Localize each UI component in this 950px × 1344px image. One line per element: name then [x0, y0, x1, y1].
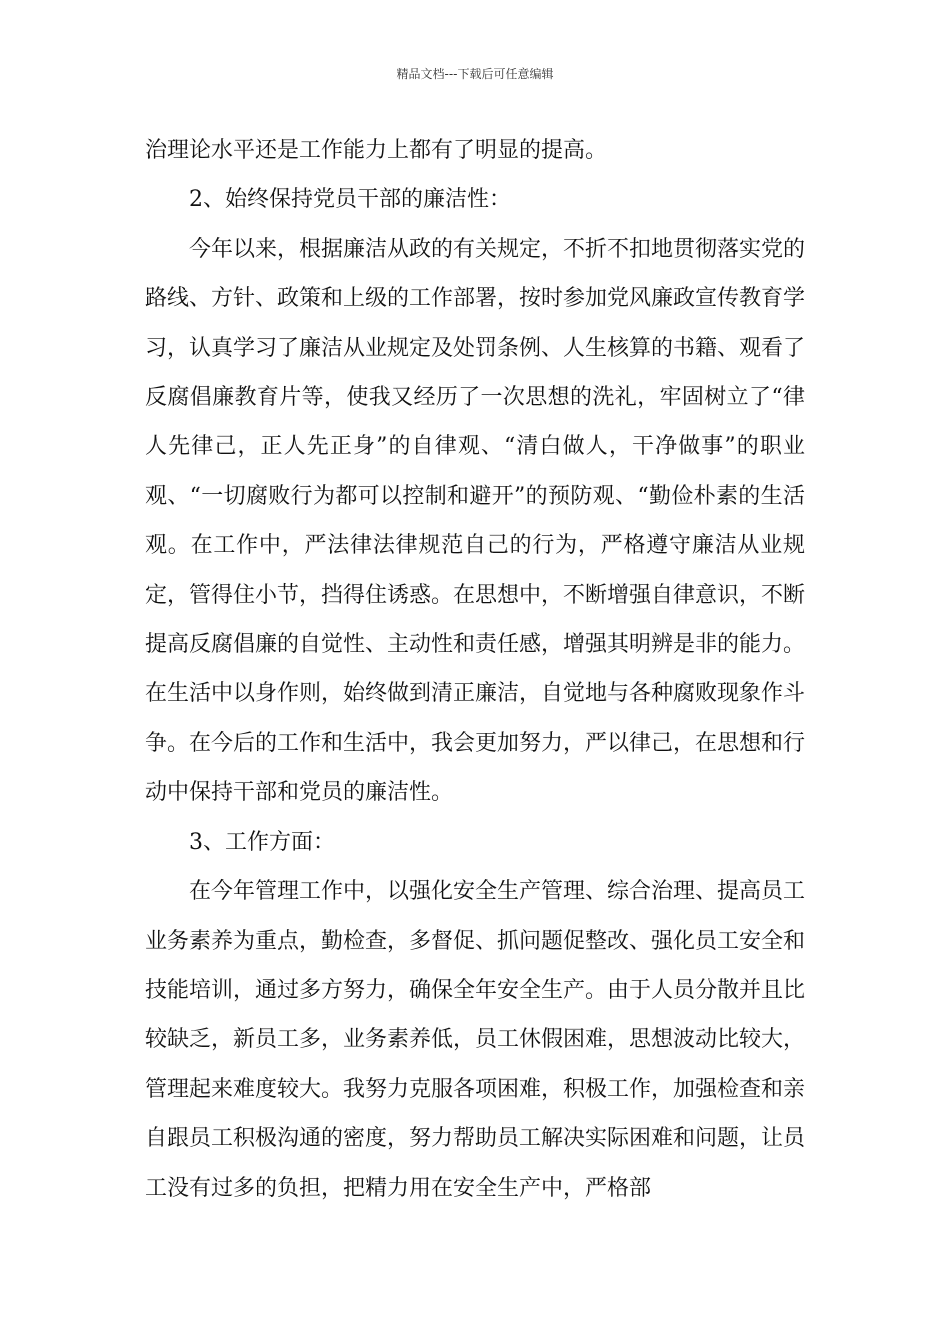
- document-body: [145, 126, 805, 1213]
- paragraph-work: 在今年管理工作中，以强化安全生产管理、综合治理、提高员工业务素养为重点，勤检查，多督促、抓问题促整改、强化员工安全和技能培训，通过多方努力，确保全年安全生产。由于人员分散并且比较缺乏，新员工多，业务素养低，员工休假困难，思想波动比较大，管理起来难度较大。我努力克服各项困难，积极工作，加强检查和亲自跟员工积极沟通的密度，努力帮助员工解决实际困难和问题，让员工没有过多的负担，把精力用在安全生产中，严格部: [145, 879, 806, 1201]
- paragraph-integrity: 今年以来，根据廉洁从政的有关规定，不折不扣地贯彻落实党的路线、方针、政策和上级的工作部署，按时参加党风廉政宣传教育学习，认真学习了廉洁从业规定及处罚条例、人生核算的书籍、观看了反腐倡廉教育片等，使我又经历了一次思想的洗礼，牢固树立了“律人先律己，正人先正身”的自律观、“清白做人，干净做事”的职业观、“一切腐败行为都可以控制和避开”的预防观、“勤俭朴素的生活观。在工作中，严法律法律规范自己的行为，严格遵守廉洁从业规定，管得住小节，挡得住诱惑。在思想中，不断增强自律意识，不断提高反腐倡廉的自觉性、主动性和责任感，增强其明辨是非的能力。在生活中以身作则，始终做到清正廉洁，自觉地与各种腐败现象作斗争。在今后的工作和生活中，我会更加努力，严以律己，在思想和行动中保持干部和党员的廉洁性。: [145, 236, 806, 806]
- section-heading-integrity: 2、始终保持党员干部的廉洁性：: [189, 187, 511, 213]
- section-heading-work: 3、工作方面：: [189, 829, 335, 855]
- page-header: 精品文档---下载后可任意编辑: [396, 67, 554, 81]
- paragraph-continuation: 治理论水平还是工作能力上都有了明显的提高。: [145, 138, 608, 163]
